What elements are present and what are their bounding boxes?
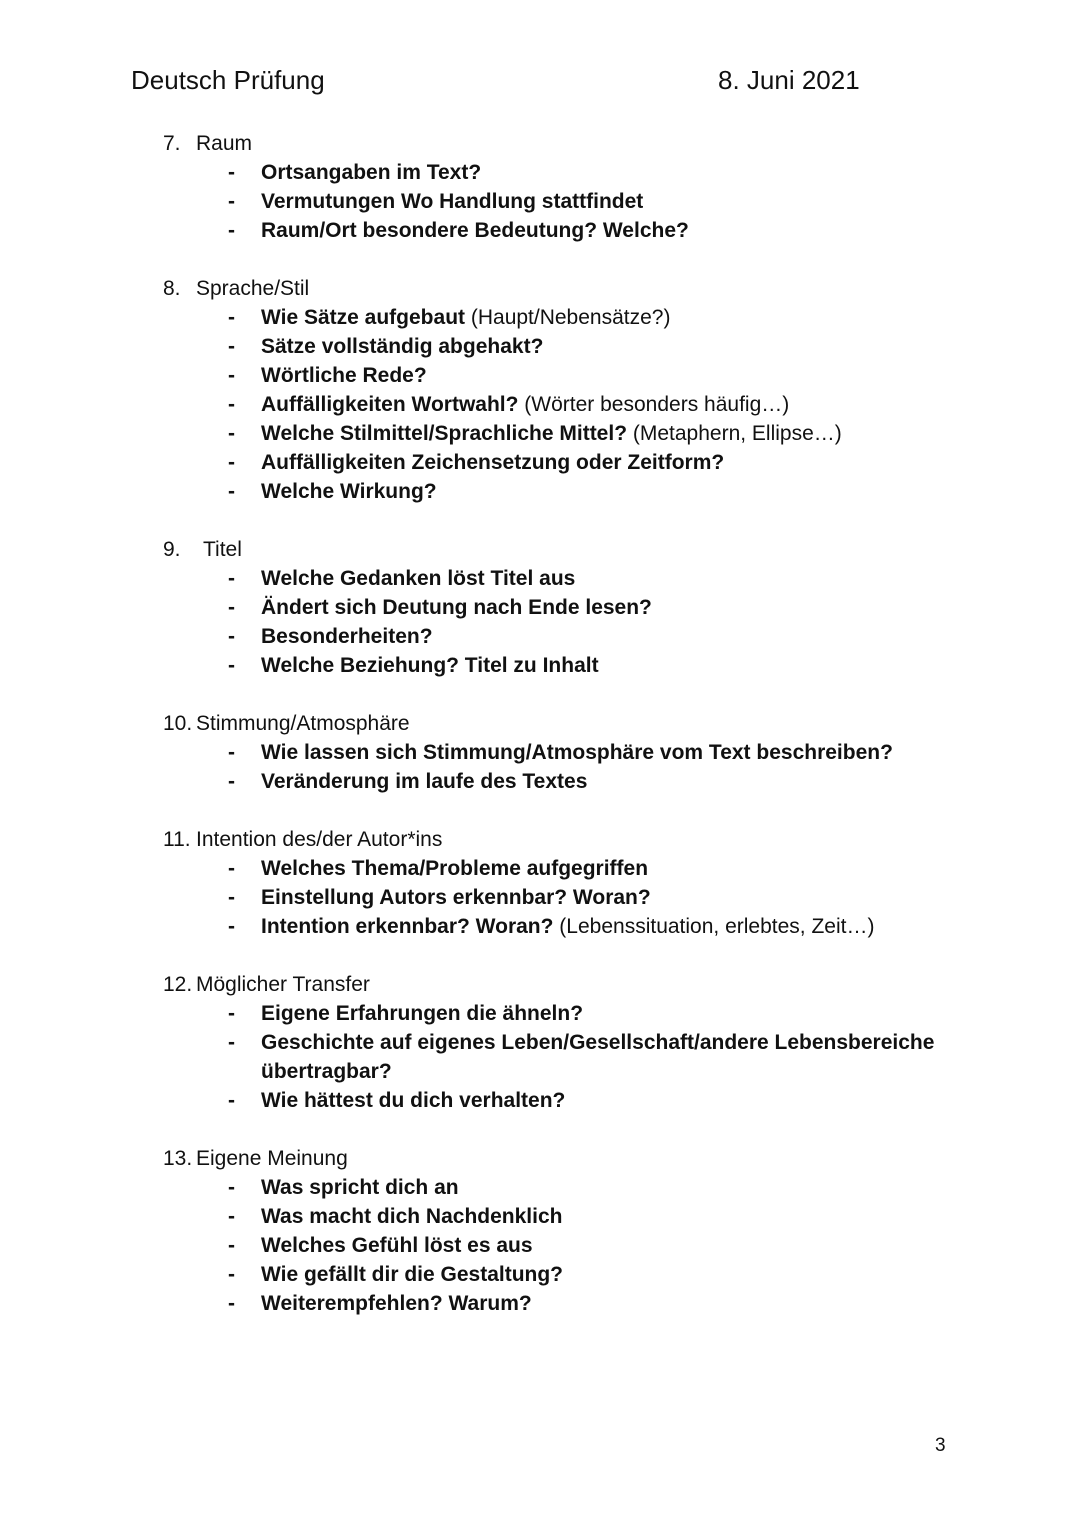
section-10 xyxy=(0,709,1080,796)
section-title: Stimmung/Atmosphäre xyxy=(196,712,410,735)
section-number: 12. xyxy=(163,973,193,996)
list-item xyxy=(0,187,1080,216)
item-question: Ortsangaben im Text? xyxy=(261,161,482,184)
dash-bullet-icon: - xyxy=(228,857,235,880)
dash-bullet-icon: - xyxy=(228,741,235,764)
item-question: Einstellung Autors erkennbar? Woran? xyxy=(261,886,651,909)
section-number: 9. xyxy=(163,538,181,561)
list-item xyxy=(0,1202,1080,1231)
section-12 xyxy=(0,970,1080,1115)
document-subject: Deutsch Prüfung xyxy=(131,65,325,95)
bullet-list xyxy=(0,854,1080,941)
dash-bullet-icon: - xyxy=(228,306,235,329)
list-item xyxy=(0,651,1080,680)
dash-bullet-icon: - xyxy=(228,625,235,648)
list-item xyxy=(0,767,1080,796)
list-item xyxy=(0,477,1080,506)
section-title: Möglicher Transfer xyxy=(196,973,370,996)
item-note: (Wörter besonders häufig…) xyxy=(518,393,790,416)
dash-bullet-icon: - xyxy=(228,364,235,387)
item-question: Intention erkennbar? Woran? xyxy=(261,915,554,938)
item-question: Wie lassen sich Stimmung/Atmosphäre vom Text beschreiben? xyxy=(261,741,893,764)
dash-bullet-icon: - xyxy=(228,393,235,416)
item-question: Welche Stilmittel/Sprachliche Mittel? xyxy=(261,422,628,445)
item-question: Welches Thema/Probleme aufgegriffen xyxy=(261,857,649,880)
item-question: Welche Gedanken löst Titel aus xyxy=(261,567,576,590)
section-9 xyxy=(0,535,1080,680)
section-heading xyxy=(0,274,1080,303)
section-title: Sprache/Stil xyxy=(196,277,310,300)
item-question: Weiterempfehlen? Warum? xyxy=(261,1292,532,1315)
item-note: (Metaphern, Ellipse…) xyxy=(627,422,842,445)
item-question: Wie gefällt dir die Gestaltung? xyxy=(261,1263,564,1286)
dash-bullet-icon: - xyxy=(228,422,235,445)
dash-bullet-icon: - xyxy=(228,915,235,938)
item-question: Wie hättest du dich verhalten? xyxy=(261,1089,566,1112)
dash-bullet-icon: - xyxy=(228,1176,235,1199)
item-question: Vermutungen Wo Handlung stattfindet xyxy=(261,190,644,213)
item-question: Wörtliche Rede? xyxy=(261,364,427,387)
list-item xyxy=(0,738,1080,767)
section-8 xyxy=(0,274,1080,506)
item-question: Was macht dich Nachdenklich xyxy=(261,1205,563,1228)
section-number: 7. xyxy=(163,132,181,155)
list-item xyxy=(0,419,1080,448)
item-question: Welche Beziehung? Titel zu Inhalt xyxy=(261,654,599,677)
section-number: 8. xyxy=(163,277,181,300)
list-item xyxy=(0,448,1080,477)
list-item xyxy=(0,1173,1080,1202)
list-item xyxy=(0,1260,1080,1289)
bullet-list xyxy=(0,564,1080,680)
section-number: 10. xyxy=(163,712,193,735)
item-question: Geschichte auf eigenes Leben/Gesellschaft/andere Lebensbereiche übertragbar? xyxy=(261,1031,935,1083)
list-item xyxy=(0,912,1080,941)
list-item xyxy=(0,1028,1080,1086)
item-question: Veränderung im laufe des Textes xyxy=(261,770,588,793)
list-item xyxy=(0,564,1080,593)
list-item xyxy=(0,303,1080,332)
section-heading xyxy=(0,129,1080,158)
document-date: 8. Juni 2021 xyxy=(718,65,860,95)
dash-bullet-icon: - xyxy=(228,219,235,242)
item-question: Sätze vollständig abgehakt? xyxy=(261,335,544,358)
list-item xyxy=(0,361,1080,390)
section-heading xyxy=(0,970,1080,999)
section-7 xyxy=(0,129,1080,245)
section-title: Intention des/der Autor*ins xyxy=(196,828,443,851)
list-item xyxy=(0,622,1080,651)
list-item xyxy=(0,854,1080,883)
section-11 xyxy=(0,825,1080,941)
item-note: (Haupt/Nebensätze?) xyxy=(465,306,671,329)
bullet-list xyxy=(0,158,1080,245)
bullet-list xyxy=(0,303,1080,506)
list-item xyxy=(0,999,1080,1028)
item-question: Welche Wirkung? xyxy=(261,480,437,503)
dash-bullet-icon: - xyxy=(228,654,235,677)
section-number: 13. xyxy=(163,1147,193,1170)
dash-bullet-icon: - xyxy=(228,596,235,619)
dash-bullet-icon: - xyxy=(228,190,235,213)
section-title: Eigene Meinung xyxy=(196,1147,348,1170)
list-item xyxy=(0,216,1080,245)
dash-bullet-icon: - xyxy=(228,1002,235,1025)
dash-bullet-icon: - xyxy=(228,1292,235,1315)
section-number: 11. xyxy=(163,828,191,851)
list-item xyxy=(0,1086,1080,1115)
bullet-list xyxy=(0,999,1080,1115)
section-13 xyxy=(0,1144,1080,1318)
dash-bullet-icon: - xyxy=(228,1089,235,1112)
outline-content xyxy=(0,129,1080,1347)
section-title: Titel xyxy=(203,538,242,561)
item-question: Auffälligkeiten Zeichensetzung oder Zeitform? xyxy=(261,451,725,474)
bullet-list xyxy=(0,1173,1080,1318)
dash-bullet-icon: - xyxy=(228,1031,235,1054)
dash-bullet-icon: - xyxy=(228,1263,235,1286)
item-question: Welches Gefühl löst es aus xyxy=(261,1234,533,1257)
section-heading xyxy=(0,825,1080,854)
list-item xyxy=(0,390,1080,419)
item-question: Auffälligkeiten Wortwahl? xyxy=(261,393,519,416)
list-item xyxy=(0,1231,1080,1260)
dash-bullet-icon: - xyxy=(228,567,235,590)
dash-bullet-icon: - xyxy=(228,335,235,358)
dash-bullet-icon: - xyxy=(228,480,235,503)
item-question: Ändert sich Deutung nach Ende lesen? xyxy=(261,596,652,619)
item-question: Wie Sätze aufgebaut xyxy=(261,306,466,329)
section-heading xyxy=(0,709,1080,738)
section-title: Raum xyxy=(196,132,253,155)
dash-bullet-icon: - xyxy=(228,770,235,793)
item-question: Was spricht dich an xyxy=(261,1176,459,1199)
section-heading xyxy=(0,535,1080,564)
item-question: Eigene Erfahrungen die ähneln? xyxy=(261,1002,584,1025)
list-item xyxy=(0,883,1080,912)
page-number: 3 xyxy=(935,1435,946,1456)
dash-bullet-icon: - xyxy=(228,1234,235,1257)
dash-bullet-icon: - xyxy=(228,1205,235,1228)
dash-bullet-icon: - xyxy=(228,886,235,909)
list-item xyxy=(0,158,1080,187)
item-note: (Lebenssituation, erlebtes, Zeit…) xyxy=(553,915,875,938)
bullet-list xyxy=(0,738,1080,796)
list-item xyxy=(0,332,1080,361)
list-item xyxy=(0,1289,1080,1318)
dash-bullet-icon: - xyxy=(228,451,235,474)
item-question: Besonderheiten? xyxy=(261,625,433,648)
list-item xyxy=(0,593,1080,622)
item-question: Raum/Ort besondere Bedeutung? Welche? xyxy=(261,219,689,242)
dash-bullet-icon: - xyxy=(228,161,235,184)
section-heading xyxy=(0,1144,1080,1173)
